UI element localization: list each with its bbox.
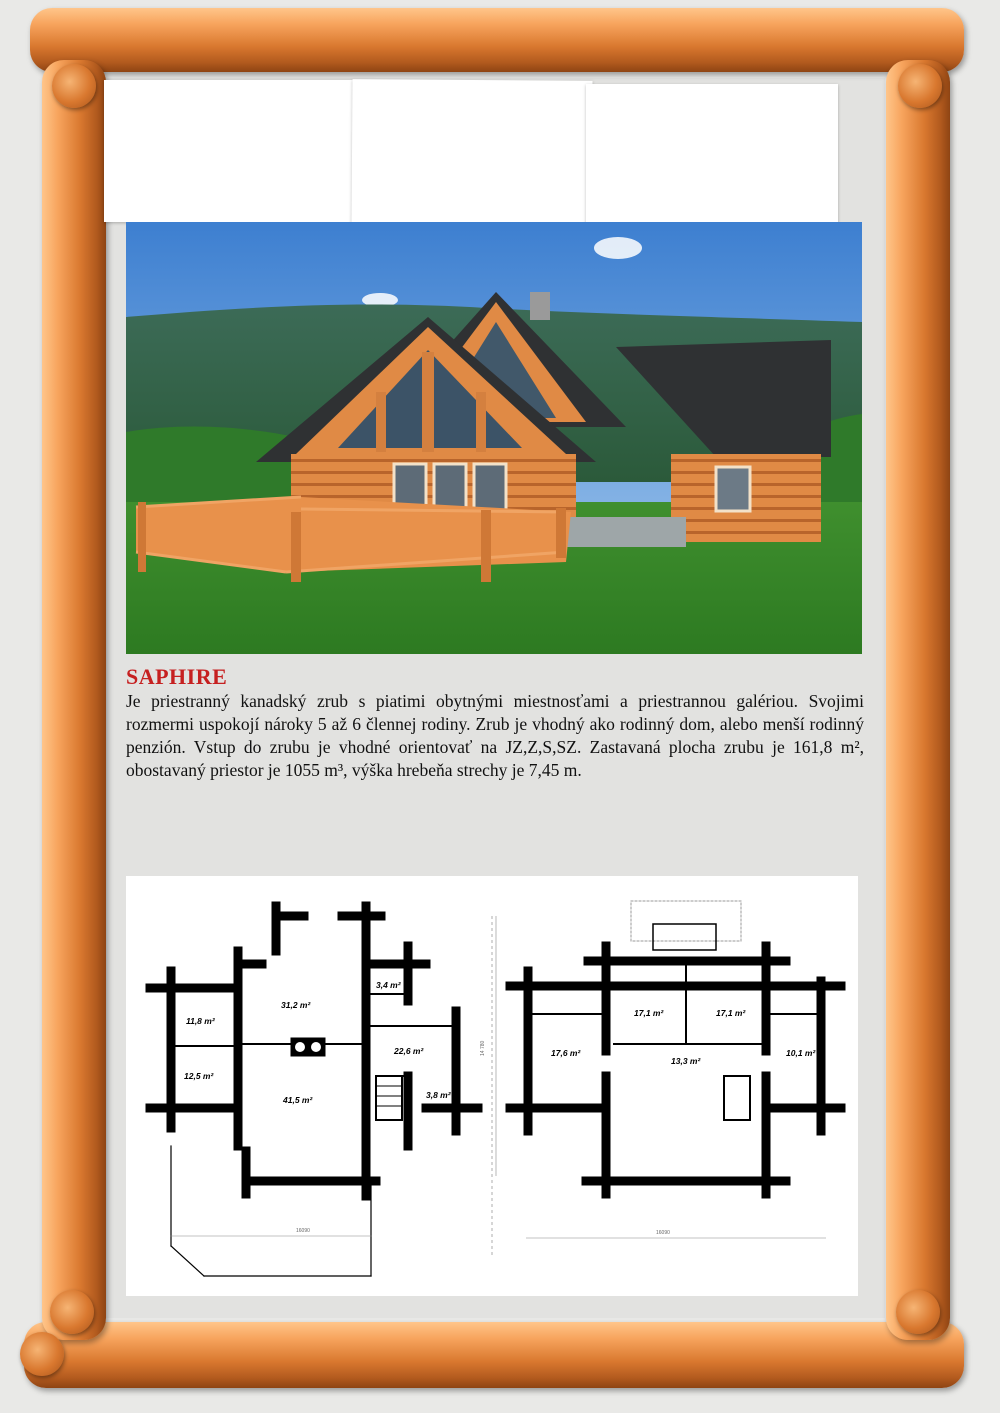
paper-strip-3 <box>586 84 838 230</box>
ground-dimension: 16090 <box>296 1228 310 1234</box>
upper-room-2: 17,1 m² <box>716 1008 746 1018</box>
upper-room-3: 17,6 m² <box>551 1048 581 1058</box>
upper-room-4: 13,3 m² <box>671 1056 701 1066</box>
ground-room-5: 12,5 m² <box>184 1071 214 1081</box>
ground-room-6: 41,5 m² <box>283 1095 313 1105</box>
ground-room-3: 11,8 m² <box>186 1016 215 1026</box>
upper-room-5: 10,1 m² <box>786 1048 816 1058</box>
house-description: Je priestranný kanadský zrub s piatimi obytnými miestnosťami a priestrannou galériou. Svojimi rozmermi uspokojí nároky 5 až 6 člennej rodiny. Zrub je vhodný ako rodinný dom, alebo menší rodinný penzión. Vstup do zrubu je vhodné orientovať na JZ,Z,S,SZ. Zastavaná plocha zrubu je 161,8 m², obostavaný priestor je 1055 m³, výška hrebeňa strechy je 7,45 m. <box>126 691 864 780</box>
log-end-bottom-left <box>50 1290 94 1334</box>
ground-room-7: 3,8 m² <box>426 1090 451 1100</box>
frame-log-top <box>30 8 964 72</box>
paper-strip-1 <box>104 80 354 222</box>
frame-log-bottom <box>24 1322 964 1388</box>
floor-plans-panel <box>126 876 858 1296</box>
upper-dimension: 16090 <box>656 1230 670 1236</box>
ground-room-2: 3,4 m² <box>376 980 401 990</box>
paper-strip-2 <box>351 79 592 233</box>
house-rendering <box>126 222 862 654</box>
log-end-top-left <box>52 64 96 108</box>
ground-room-4: 22,6 m² <box>394 1046 424 1056</box>
house-illustration <box>126 222 862 654</box>
log-end-bottom-right <box>896 1290 940 1334</box>
frame-log-right <box>886 60 950 1340</box>
upper-room-1: 17,1 m² <box>634 1008 664 1018</box>
log-end-top-right <box>898 64 942 108</box>
log-end-bottom-cap <box>20 1332 64 1376</box>
frame-log-left <box>42 60 106 1340</box>
ground-room-1: 31,2 m² <box>281 1000 311 1010</box>
upper-height-dimension: 14 780 <box>480 1040 486 1056</box>
house-title: SAPHIRE <box>126 664 228 689</box>
floor-plans-drawing <box>126 876 858 1296</box>
